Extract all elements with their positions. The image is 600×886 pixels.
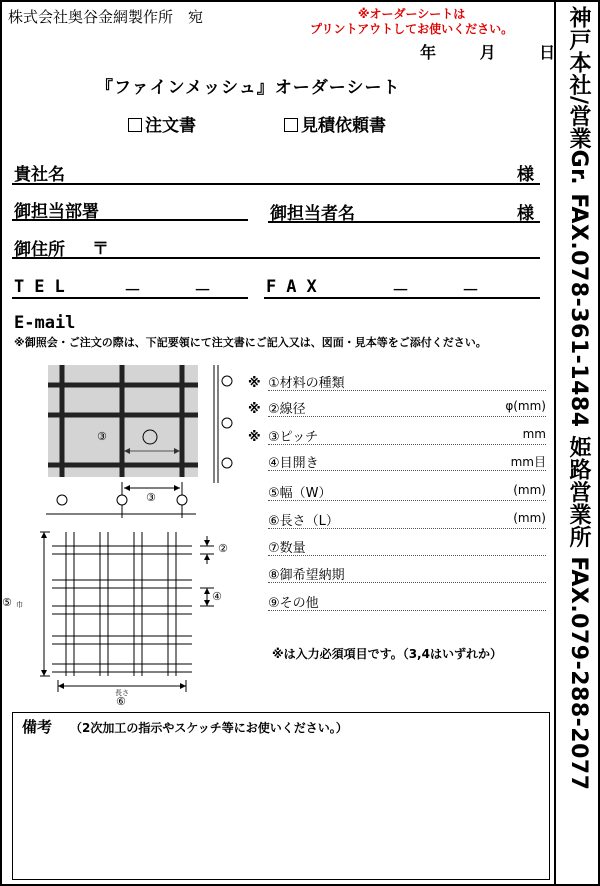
address-field[interactable] xyxy=(12,257,540,259)
spec-entry-line[interactable] xyxy=(268,500,546,501)
spec-number: ⑦ xyxy=(268,541,280,556)
spec-row[interactable] xyxy=(248,482,332,501)
remarks-box[interactable] xyxy=(12,712,550,880)
opening-label: ④ xyxy=(212,590,222,603)
print-note xyxy=(310,7,513,37)
estimate-checkbox[interactable] xyxy=(284,111,386,136)
spec-label: 材料の種類 xyxy=(279,376,345,391)
spec-unit: mm xyxy=(522,427,546,441)
tel-field[interactable] xyxy=(12,297,248,299)
spec-row[interactable] xyxy=(248,452,319,471)
addressee: 株式会社奥谷金網製作所 宛 xyxy=(8,8,204,26)
spec-number: ⑨ xyxy=(268,596,280,611)
spec-unit: (mm) xyxy=(513,483,546,497)
mesh-photo-image xyxy=(48,365,198,477)
spec-row[interactable] xyxy=(248,564,345,583)
spec-number: ① xyxy=(268,376,280,391)
spec-label: 数量 xyxy=(279,541,306,556)
spec-number: ⑤ xyxy=(268,486,280,501)
company-field[interactable] xyxy=(12,183,540,185)
department-label: 御担当部署 xyxy=(14,202,99,222)
print-note-line2: プリントアウトしてお使いください。 xyxy=(310,22,514,36)
remarks-title: 備考 xyxy=(22,718,53,736)
fax-label: FAX xyxy=(266,277,327,297)
tel-label: TEL xyxy=(14,277,75,297)
photo-pitch-label: ③ xyxy=(97,430,107,443)
spec-entry-line[interactable] xyxy=(268,416,546,417)
spec-label: 御希望納期 xyxy=(279,568,345,583)
date-label: 年 月 日 xyxy=(420,43,556,62)
fax-dash-1: － xyxy=(392,281,409,301)
spec-label: 長さ（L） xyxy=(279,514,339,529)
spec-entry-line[interactable] xyxy=(268,444,546,445)
person-label: 御担当者名 xyxy=(270,204,355,224)
width-label: ⑤ xyxy=(2,596,12,609)
width-text: 巾 xyxy=(16,601,23,609)
person-suffix: 様 xyxy=(517,204,534,224)
spec-label: 幅（W） xyxy=(279,486,332,501)
order-label: 注文書 xyxy=(145,116,196,136)
spec-entry-line[interactable] xyxy=(268,390,546,391)
spec-entry-line[interactable] xyxy=(268,610,546,611)
tel-dash-2: － xyxy=(194,281,211,301)
fax-dash-2: － xyxy=(462,281,479,301)
cross-section-pitch-label: ③ xyxy=(146,491,156,504)
checkbox-icon[interactable] xyxy=(284,118,298,132)
estimate-label: 見積依頼書 xyxy=(301,116,386,136)
spec-number: ③ xyxy=(268,430,280,445)
spec-row[interactable] xyxy=(248,372,345,391)
print-note-line1: ※オーダーシートは xyxy=(357,7,466,21)
address-label: 御住所 xyxy=(14,240,65,260)
sheet-title: 『ファインメッシュ』オーダーシート xyxy=(96,78,401,98)
required-mark: ※ xyxy=(248,376,261,391)
company-label: 貴社名 xyxy=(14,165,65,185)
mesh-photo xyxy=(48,365,198,477)
spec-number: ② xyxy=(268,402,280,417)
spec-number: ⑧ xyxy=(268,568,280,583)
wire-profile-diagram xyxy=(205,365,235,485)
spec-number: ⑥ xyxy=(268,514,280,529)
spec-number: ④ xyxy=(268,456,280,471)
wire-diameter-label: ② xyxy=(218,542,228,555)
spec-entry-line[interactable] xyxy=(268,528,546,529)
spec-row[interactable] xyxy=(248,537,306,556)
spec-row[interactable] xyxy=(248,426,318,445)
required-mark: ※ xyxy=(248,430,261,445)
order-checkbox[interactable] xyxy=(128,111,196,136)
fax-field[interactable] xyxy=(264,297,540,299)
mesh-grid-diagram xyxy=(14,526,244,710)
checkbox-icon[interactable] xyxy=(128,118,142,132)
spec-row[interactable] xyxy=(248,592,319,611)
spec-label: 目開き xyxy=(279,456,319,471)
instructions: ※御照会・ご注文の際は、下記要領にて注文書にご記入又は、図面・見本等をご添付ください。 xyxy=(14,336,487,349)
contact-fax-info: 神戸本社/営業Gr. FAX.078-361-1484 姫路営業所 FAX.079-288-2077 xyxy=(566,6,591,791)
postal-mark: 〒 xyxy=(92,239,109,259)
contact-sidebar xyxy=(556,0,600,886)
spec-unit: φ(mm) xyxy=(505,399,546,413)
spec-entry-line[interactable] xyxy=(268,470,546,471)
spec-unit: (mm) xyxy=(513,511,546,525)
length-label: ⑥ xyxy=(116,695,126,708)
spec-row[interactable] xyxy=(248,398,306,417)
spec-label: その他 xyxy=(279,596,319,611)
company-suffix: 様 xyxy=(517,165,534,185)
remarks-hint: （2次加工の指示やスケッチ等にお使いください。） xyxy=(70,721,348,735)
spec-entry-line[interactable] xyxy=(268,555,546,556)
spec-label: 線径 xyxy=(279,402,306,417)
email-label: E-mail xyxy=(14,313,76,333)
spec-unit: mm目 xyxy=(510,455,546,469)
required-note: ※は入力必須項目です。（3,4はいずれか） xyxy=(272,647,502,661)
length-text: 長さ xyxy=(115,689,129,697)
cross-section-diagram xyxy=(46,482,206,522)
tel-dash-1: － xyxy=(124,281,141,301)
spec-row[interactable] xyxy=(248,510,339,529)
spec-entry-line[interactable] xyxy=(268,582,546,583)
person-field[interactable] xyxy=(268,221,540,223)
spec-label: ピッチ xyxy=(279,430,319,445)
required-mark: ※ xyxy=(248,402,261,417)
department-field[interactable] xyxy=(12,219,248,221)
